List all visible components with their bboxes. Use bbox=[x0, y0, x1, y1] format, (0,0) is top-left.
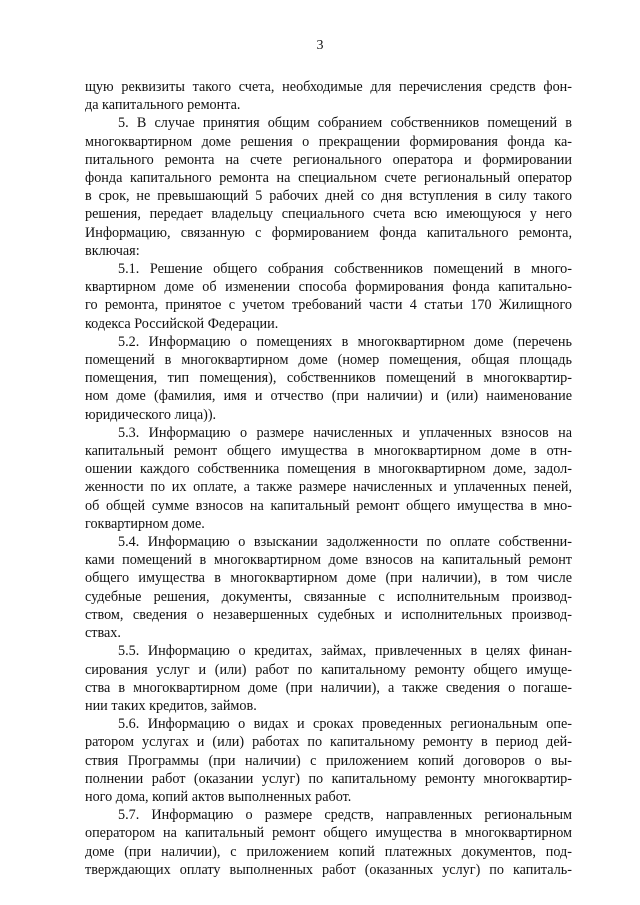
text-line: судебные решения, документы, связанные с исполнительным производ- bbox=[85, 588, 572, 605]
text-line: ного дома, копий актов выполненных работ. bbox=[85, 788, 352, 805]
text-line: фонда капитального ремонта на специальном счете региональный оператор bbox=[85, 170, 572, 187]
text-line: 5. В случае принятия общим собранием собственников помещений в bbox=[118, 115, 572, 132]
text-line: общего имущества в многоквартирном доме (при наличии), в том числе bbox=[85, 570, 572, 587]
text-line: включая: bbox=[85, 242, 140, 259]
paragraph bbox=[85, 642, 572, 715]
text-line: ками помещений в многоквартирном доме взносов на капитальный ремонт bbox=[85, 552, 572, 569]
paragraph bbox=[85, 533, 572, 642]
text-line: ством, сведения о незавершенных судебных и исполнительных производ- bbox=[85, 606, 572, 623]
paragraph bbox=[85, 78, 572, 114]
document-body bbox=[85, 78, 572, 879]
text-line: кодекса Российской Федерации. bbox=[85, 315, 279, 332]
text-line: 5.7. Информацию о размере средств, направленных региональным bbox=[118, 807, 572, 824]
text-line: питального ремонта на счете регионального оператора и формировании bbox=[85, 151, 572, 168]
text-line: решения, передает владельцу специального счета всю имеющуюся у него bbox=[85, 206, 572, 223]
text-line: в срок, не превышающий 5 рабочих дней со дня вступления в силу такого bbox=[85, 188, 572, 205]
text-line: полнении работ (оказании услуг) по капитальному ремонту многоквартир- bbox=[85, 770, 572, 787]
text-line: 5.1. Решение общего собрания собственников помещений в много- bbox=[118, 261, 572, 278]
text-line: оператором на капитальный ремонт общего имущества в многоквартирном bbox=[85, 825, 572, 842]
text-line: женности по их оплате, а также размере начисленных и уплаченных пеней, bbox=[85, 479, 572, 496]
text-line: ратором услугах и (или) работах по капитальному ремонту в период дей- bbox=[85, 734, 572, 751]
text-line: 5.4. Информацию о взыскании задолженности по оплате собственни- bbox=[118, 534, 572, 551]
text-line: Информацию, связанную с формированием фонда капитального ремонта, bbox=[85, 224, 572, 241]
paragraph bbox=[85, 114, 572, 260]
text-line: гоквартирном доме. bbox=[85, 515, 205, 532]
text-line: щую реквизиты такого счета, необходимые для перечисления средств фон- bbox=[85, 79, 572, 95]
text-line: ствия Программы (при наличии) с приложением копий договоров о вы- bbox=[85, 752, 572, 769]
page-number: 3 bbox=[316, 38, 324, 53]
text-line: ства в многоквартирном доме (при наличии), а также сведения о погаше- bbox=[85, 679, 572, 696]
text-line: капитальный ремонт общего имущества в многоквартирном доме в отн- bbox=[85, 443, 572, 460]
text-line: 5.5. Информацию о кредитах, займах, привлеченных в целях финан- bbox=[118, 643, 572, 660]
paragraph bbox=[85, 260, 572, 333]
text-line: ном доме (фамилия, имя и отчество (при наличии) и (или) наименование bbox=[85, 388, 572, 405]
paragraph bbox=[85, 424, 572, 533]
text-line: помещения, тип помещения), собственников помещений в многоквартир- bbox=[85, 370, 572, 387]
text-line: ошении каждого собственника помещения в многоквартирном доме, задол- bbox=[85, 461, 572, 478]
text-line: многоквартирном доме решения о прекращении формирования фонда ка- bbox=[85, 133, 572, 150]
text-line: 5.6. Информацию о видах и сроках проведенных региональным опе- bbox=[118, 716, 572, 733]
text-line: 5.3. Информацию о размере начисленных и уплаченных взносов на bbox=[118, 424, 572, 441]
text-line: квартирном доме об изменении способа формирования фонда капитально- bbox=[85, 279, 572, 296]
text-line: да капитального ремонта. bbox=[85, 97, 241, 114]
text-line: сирования услуг и (или) работ по капитальному ремонту общего имуще- bbox=[85, 661, 572, 678]
text-line: го ремонта, принятое с учетом требований части 4 статьи 170 Жилищного bbox=[85, 297, 572, 314]
text-line: помещений в многоквартирном доме (номер помещения, общая площадь bbox=[85, 352, 572, 369]
paragraph bbox=[85, 715, 572, 806]
text-line: об общей сумме взносов на капитальный ремонт общего имущества в мно- bbox=[85, 497, 572, 514]
text-line: 5.2. Информацию о помещениях в многоквартирном доме (перечень bbox=[118, 333, 572, 350]
paragraph bbox=[85, 333, 572, 424]
text-line: юридического лица)). bbox=[85, 406, 217, 423]
text-line: нии таких кредитов, займов. bbox=[85, 697, 257, 714]
text-line: доме (при наличии), с приложением копий платежных документов, под- bbox=[85, 843, 572, 860]
paragraph bbox=[85, 806, 572, 879]
text-line: ствах. bbox=[85, 625, 121, 642]
text-line: тверждающих оплату выполненных работ (оказанных услуг) по капиталь- bbox=[85, 861, 572, 878]
